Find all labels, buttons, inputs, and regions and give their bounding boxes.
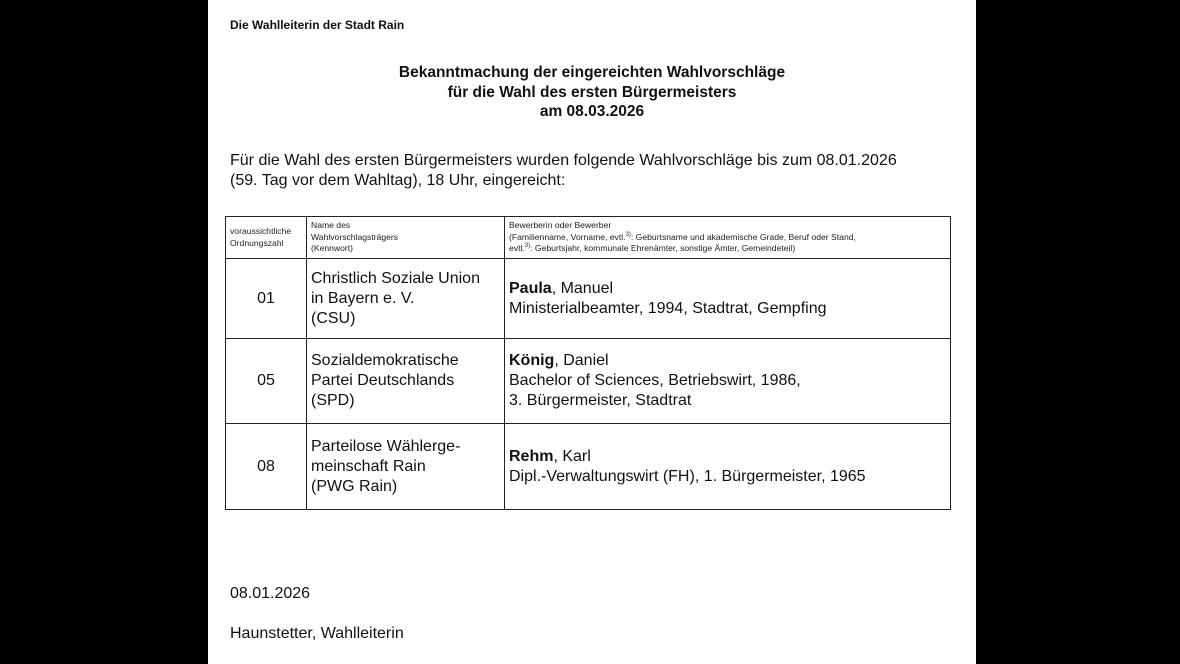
order-number: 08	[226, 424, 307, 510]
candidate	[505, 424, 951, 510]
intro-paragraph	[230, 151, 970, 191]
candidate-firstname: , Karl	[553, 447, 591, 465]
title-line-2: für die Wahl des ersten Bürgermeisters	[447, 83, 737, 101]
issuing-authority: Die Wahlleiterin der Stadt Rain	[230, 18, 405, 32]
order-number: 05	[226, 339, 307, 424]
header-party-name: Name des Wahlvorschlagsträgers (Kennwort)	[307, 217, 505, 259]
party-name: Parteilose Wählerge- meinschaft Rain (PWG Rain)	[307, 424, 505, 510]
footer-date: 08.01.2026	[230, 585, 311, 602]
candidate	[505, 339, 951, 424]
candidate-surname: Paula	[509, 279, 552, 297]
order-number: 01	[226, 259, 307, 339]
title-line-1: Bekanntmachung der eingereichten Wahlvorschläge	[398, 64, 786, 81]
candidate-firstname: , Daniel	[554, 352, 609, 369]
table-row	[226, 339, 951, 424]
proposals-table	[225, 216, 951, 510]
intro-line-1: Für die Wahl des ersten Bürgermeisters wurden folgende Wahlvorschläge bis zum 08.01.2026	[230, 152, 897, 169]
candidate-details: 3. Bürgermeister, Stadtrat	[509, 392, 692, 409]
footnote-ref: 3)	[524, 243, 531, 250]
candidate-firstname: , Manuel	[551, 279, 614, 297]
candidate	[505, 259, 951, 339]
signature: Haunstetter, Wahlleiterin	[230, 625, 404, 642]
party-name: Christlich Soziale Union in Bayern e. V. (CSU)	[307, 259, 505, 339]
candidate-surname: König	[509, 352, 555, 369]
party-name: Sozialdemokratische Partei Deutschlands (SPD)	[307, 339, 505, 424]
footnote-ref: 3)	[625, 231, 631, 238]
table-header-row	[226, 217, 951, 259]
document-page	[208, 0, 976, 664]
header-order-number: voraussichtliche Ordnungszahl	[226, 217, 307, 259]
candidate-details: Ministerialbeamter, 1994, Stadtrat, Gempfing	[509, 299, 827, 317]
table-row	[226, 424, 951, 510]
header-candidate: Bewerberin oder Bewerber (Familienname, Vorname, evtl.$^{3)}$: Geburtsname und akademische Grade, Beruf oder Stand, evtl.$^{3)}$: Geburtsjahr, kommunale Ehrenämter, sonstige Ämter, Gemeindeteil)	[505, 217, 951, 259]
document-title	[208, 63, 976, 122]
candidate-details: Dipl.-Verwaltungswirt (FH), 1. Bürgermeister, 1965	[509, 467, 866, 485]
intro-line-2: (59. Tag vor dem Wahltag), 18 Uhr, eingereicht:	[230, 172, 566, 189]
title-line-3: am 08.03.2026	[539, 103, 645, 120]
table-row	[226, 259, 951, 339]
candidate-details: Bachelor of Sciences, Betriebswirt, 1986,	[509, 372, 801, 389]
candidate-surname: Rehm	[509, 447, 554, 465]
